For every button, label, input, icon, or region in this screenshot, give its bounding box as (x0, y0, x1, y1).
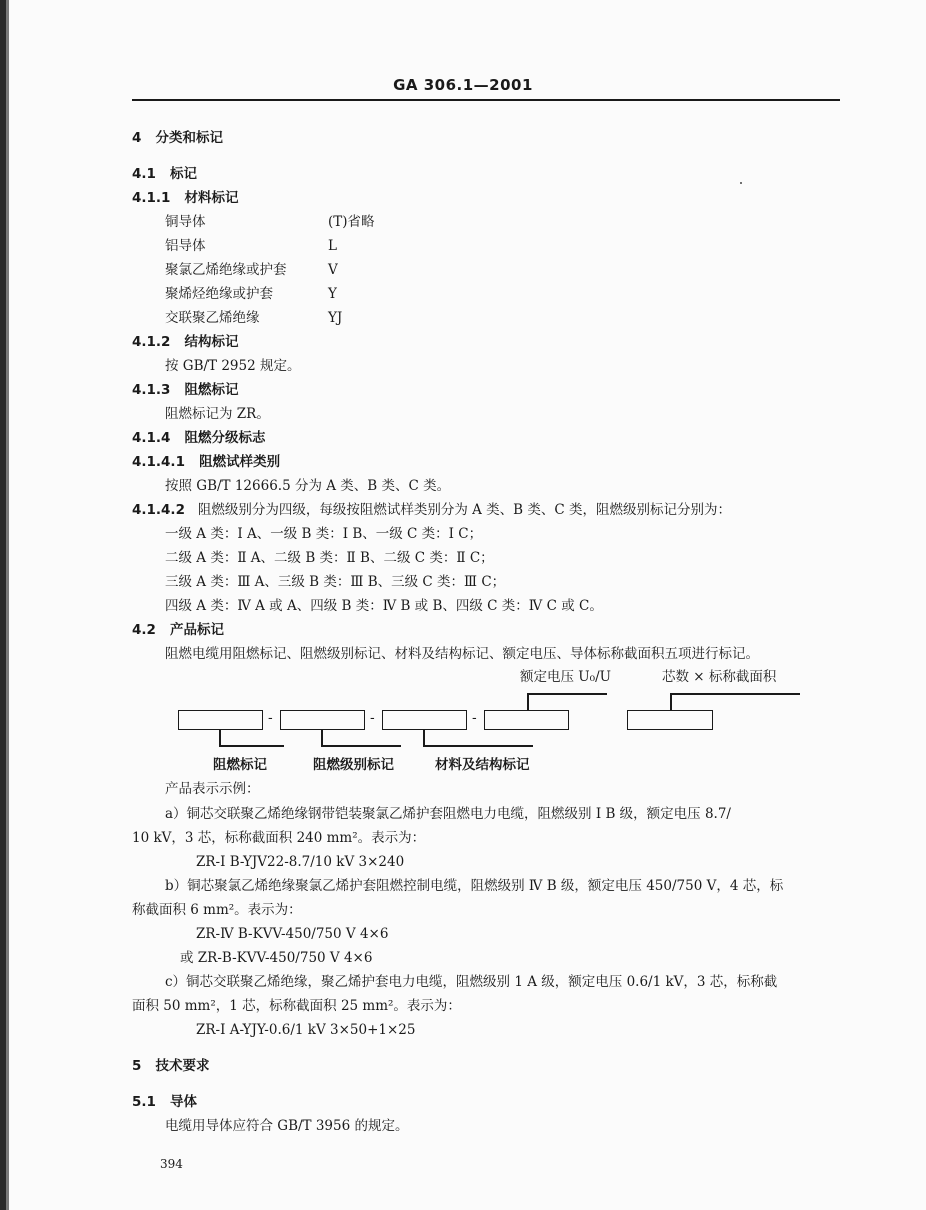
section-4-2-heading (132, 622, 224, 638)
material-name: 铜导体 (165, 214, 206, 230)
section-number: 4.1.1 (132, 190, 171, 206)
section-5-1-heading (132, 1094, 197, 1110)
cores-top-line (670, 693, 800, 695)
voltage-connector (527, 693, 529, 710)
example-a-code: ZR-Ⅰ B-YJV22-8.7/10 kV 3×240 (196, 854, 405, 870)
material-code: YJ (328, 310, 343, 326)
section-4-1-2-heading (132, 334, 239, 350)
examples-heading: 产品表示示例： (165, 781, 260, 797)
label-level-mark: 阻燃级别标记 (313, 757, 394, 773)
material-bottom-line (423, 745, 533, 747)
scan-border-shade (6, 0, 9, 1210)
material-code: Y (328, 286, 337, 302)
section-title: 标记 (170, 166, 198, 182)
separator-dash: - (472, 711, 477, 726)
scan-speck (740, 182, 742, 184)
section-title: 分类和标记 (155, 130, 224, 146)
separator-dash: - (370, 711, 375, 726)
section-number: 4.1.2 (132, 334, 171, 350)
paragraph: 阻燃电缆用阻燃标记、阻燃级别标记、材料及结构标记、额定电压、导体标称截面积五项进行标记。 (165, 646, 759, 662)
level-line: 一级 A 类：Ⅰ A、一级 B 类：Ⅰ B、一级 C 类：Ⅰ C； (165, 526, 483, 542)
example-c-line: c）铜芯交联聚乙烯绝缘，聚乙烯护套电力电缆，阻燃级别 1 A 级，额定电压 0.6/1 kV，3 芯，标称截 (165, 974, 778, 990)
section-5-heading (132, 1058, 210, 1074)
fr-bottom-line (219, 745, 284, 747)
level-line: 三级 A 类：Ⅲ A、三级 B 类：Ⅲ B、三级 C 类：Ⅲ C； (165, 574, 506, 590)
section-number: 4.1.4.2 (132, 502, 185, 518)
section-number: 4.2 (132, 622, 156, 638)
separator-dash: - (268, 711, 273, 726)
example-a-line: a）铜芯交联聚乙烯绝缘钢带铠装聚氯乙烯护套阻燃电力电缆，阻燃级别 Ⅰ B 级，额定电压 8.7/ (165, 806, 731, 822)
fr-connector (219, 730, 221, 746)
paragraph-text: 阻燃级别分为四级，每级按阻燃试样类别分为 A 类、B 类、C 类，阻燃级别标记分别为： (197, 502, 732, 518)
example-c-line: 面积 50 mm²，1 芯，标称截面积 25 mm²。表示为： (132, 998, 461, 1014)
box-cores-cross-section (627, 710, 713, 730)
level-connector (321, 730, 323, 746)
section-4-1-4-heading (132, 430, 266, 446)
section-title: 阻燃标记 (184, 382, 239, 398)
section-4-1-heading (132, 166, 197, 182)
example-b-line: 称截面积 6 mm²。表示为： (132, 902, 302, 918)
level-line: 二级 A 类：Ⅱ A、二级 B 类：Ⅱ B、二级 C 类：Ⅱ C； (165, 550, 494, 566)
paragraph: 阻燃标记为 ZR。 (165, 406, 270, 422)
label-flame-retardant-mark: 阻燃标记 (213, 757, 267, 773)
section-title: 材料标记 (184, 190, 239, 206)
example-b-line: b）铜芯聚氯乙烯绝缘聚氯乙烯护套阻燃控制电缆，阻燃级别 Ⅳ B 级，额定电压 450/750 V，4 芯，标 (165, 878, 784, 894)
section-number: 5 (132, 1058, 142, 1074)
material-code: (T)省略 (328, 214, 375, 230)
section-title: 产品标记 (170, 622, 225, 638)
paragraph: 按 GB/T 2952 规定。 (165, 358, 301, 374)
box-level-mark (280, 710, 365, 730)
section-4-1-3-heading (132, 382, 239, 398)
example-c-code: ZR-Ⅰ A-YJY-0.6/1 kV 3×50+1×25 (196, 1022, 416, 1038)
paragraph: 按照 GB/T 12666.5 分为 A 类、B 类、C 类。 (165, 478, 451, 494)
material-code: L (328, 238, 337, 254)
section-4-1-4-2-paragraph (132, 502, 731, 518)
material-name: 聚氯乙烯绝缘或护套 (165, 262, 287, 278)
section-title: 阻燃分级标志 (184, 430, 266, 446)
example-b-code: ZR-Ⅳ B-KVV-450/750 V 4×6 (196, 926, 389, 942)
standard-code-header: GA 306.1—2001 (393, 76, 533, 94)
section-title: 导体 (170, 1094, 198, 1110)
paragraph: 电缆用导体应符合 GB/T 3956 的规定。 (165, 1118, 409, 1134)
material-name: 铝导体 (165, 238, 206, 254)
box-material-structure-mark (382, 710, 467, 730)
label-rated-voltage: 额定电压 U₀/U (520, 669, 612, 685)
level-line: 四级 A 类：Ⅳ A 或 A、四级 B 类：Ⅳ B 或 B、四级 C 类：Ⅳ C 或 C。 (165, 598, 603, 614)
box-rated-voltage (484, 710, 569, 730)
page-number: 394 (160, 1157, 183, 1171)
material-name: 聚烯烃绝缘或护套 (165, 286, 273, 302)
example-a-line: 10 kV，3 芯，标称截面积 240 mm²。表示为： (132, 830, 426, 846)
section-number: 4.1.4.1 (132, 454, 185, 470)
cores-connector (670, 693, 672, 710)
section-title: 结构标记 (184, 334, 239, 350)
section-number: 5.1 (132, 1094, 156, 1110)
section-4-heading (132, 130, 223, 146)
section-number: 4 (132, 130, 142, 146)
section-number: 4.1 (132, 166, 156, 182)
section-number: 4.1.4 (132, 430, 171, 446)
material-connector (423, 730, 425, 746)
level-bottom-line (321, 745, 401, 747)
header-rule (132, 99, 840, 101)
label-material-mark: 材料及结构标记 (435, 757, 530, 773)
label-cores-cross-section: 芯数 × 标称截面积 (662, 669, 777, 685)
material-code: V (328, 262, 338, 278)
section-number: 4.1.3 (132, 382, 171, 398)
section-title: 技术要求 (155, 1058, 210, 1074)
voltage-top-line (527, 693, 607, 695)
section-4-1-4-1-heading (132, 454, 280, 470)
example-b-code-alt: 或 ZR-B-KVV-450/750 V 4×6 (180, 950, 373, 966)
section-4-1-1-heading (132, 190, 239, 206)
section-title: 阻燃试样类别 (199, 454, 281, 470)
material-name: 交联聚乙烯绝缘 (165, 310, 260, 326)
box-flame-retardant-mark (178, 710, 263, 730)
